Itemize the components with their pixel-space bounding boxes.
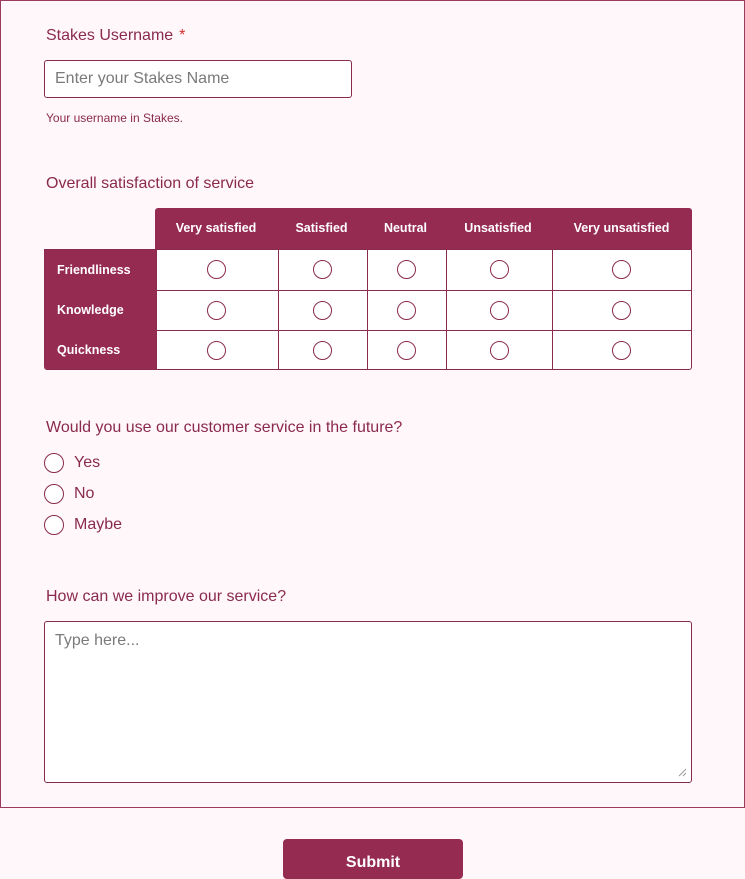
matrix-divider bbox=[156, 250, 157, 370]
improve-textarea[interactable] bbox=[44, 621, 692, 783]
row-header-friendliness: Friendliness bbox=[45, 250, 156, 290]
radio-no[interactable] bbox=[44, 484, 64, 504]
radio-knowledge-neutral[interactable] bbox=[397, 301, 416, 320]
radio-knowledge-satisfied[interactable] bbox=[313, 301, 332, 320]
column-header-very-satisfied: Very satisfied bbox=[175, 221, 257, 235]
radio-friendliness-satisfied[interactable] bbox=[313, 260, 332, 279]
option-no-label: No bbox=[74, 485, 95, 502]
satisfaction-label: Overall satisfaction of service bbox=[46, 175, 255, 192]
satisfaction-matrix bbox=[44, 208, 692, 370]
username-input[interactable] bbox=[44, 60, 352, 98]
matrix-divider bbox=[278, 250, 279, 370]
column-header-satisfied: Satisfied bbox=[295, 221, 348, 235]
matrix-divider bbox=[156, 330, 692, 331]
row-header-knowledge: Knowledge bbox=[45, 290, 156, 330]
option-maybe-label: Maybe bbox=[74, 516, 123, 533]
radio-friendliness-neutral[interactable] bbox=[397, 260, 416, 279]
future-usage-label: Would you use our customer service in the future? bbox=[46, 419, 403, 436]
matrix-divider bbox=[367, 250, 368, 370]
column-header-unsatisfied: Unsatisfied bbox=[464, 221, 532, 235]
radio-quickness-neutral[interactable] bbox=[397, 341, 416, 360]
radio-friendliness-unsatisfied[interactable] bbox=[490, 260, 509, 279]
radio-friendliness-very-satisfied[interactable] bbox=[207, 260, 226, 279]
matrix-divider bbox=[156, 290, 692, 291]
radio-quickness-satisfied[interactable] bbox=[313, 341, 332, 360]
radio-yes[interactable] bbox=[44, 453, 64, 473]
radio-quickness-very-satisfied[interactable] bbox=[207, 341, 226, 360]
submit-button[interactable]: Submit bbox=[283, 839, 463, 879]
radio-knowledge-very-satisfied[interactable] bbox=[207, 301, 226, 320]
resize-grip-icon[interactable] bbox=[678, 768, 687, 777]
radio-friendliness-very-unsatisfied[interactable] bbox=[612, 260, 631, 279]
column-header-neutral: Neutral bbox=[383, 221, 428, 235]
row-header-quickness: Quickness bbox=[45, 330, 156, 370]
matrix-header bbox=[155, 208, 692, 249]
required-asterisk: * bbox=[179, 27, 186, 44]
option-yes-label: Yes bbox=[74, 454, 101, 471]
matrix-body bbox=[44, 249, 692, 370]
username-label bbox=[46, 27, 185, 45]
radio-quickness-unsatisfied[interactable] bbox=[490, 341, 509, 360]
username-help-text: Your username in Stakes. bbox=[46, 111, 183, 125]
column-header-very-unsatisfied: Very unsatisfied bbox=[573, 221, 670, 235]
matrix-divider bbox=[552, 250, 553, 370]
improve-label: How can we improve our service? bbox=[46, 588, 287, 605]
radio-knowledge-very-unsatisfied[interactable] bbox=[612, 301, 631, 320]
radio-maybe[interactable] bbox=[44, 515, 64, 535]
matrix-divider bbox=[446, 250, 447, 370]
radio-knowledge-unsatisfied[interactable] bbox=[490, 301, 509, 320]
username-label-text: Stakes Username bbox=[46, 27, 174, 44]
radio-quickness-very-unsatisfied[interactable] bbox=[612, 341, 631, 360]
